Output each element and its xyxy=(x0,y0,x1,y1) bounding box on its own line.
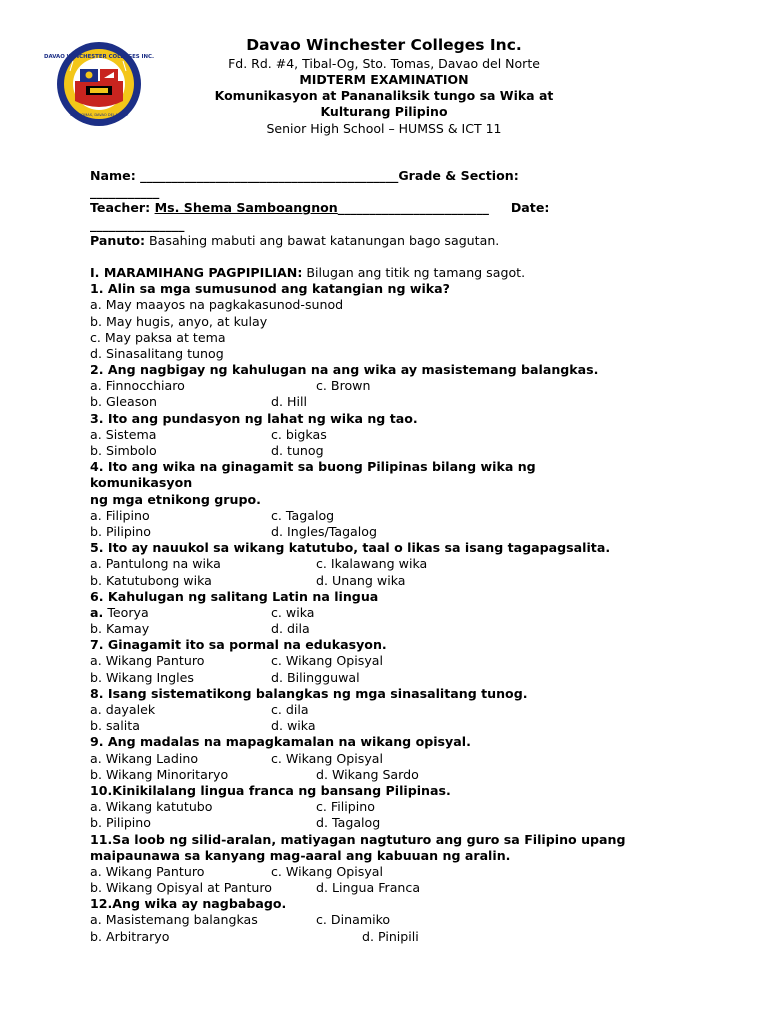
q11-choice-c[interactable]: c. Wikang Opisyal xyxy=(271,863,384,879)
q2-choice-b[interactable]: b. Gleason xyxy=(90,394,157,410)
q10-choice-d[interactable]: d. Tagalog xyxy=(316,815,381,831)
grade-section-blank-row xyxy=(90,184,760,200)
q8-row-2 xyxy=(90,718,760,734)
q4-choice-a[interactable]: a. Filipino xyxy=(90,507,150,523)
q10-row-1 xyxy=(90,799,760,815)
q11-choice-b[interactable]: b. Wikang Opisyal at Panturo xyxy=(90,880,272,896)
q8-row-1 xyxy=(90,702,760,718)
q6-row-1 xyxy=(90,605,760,621)
q5-choice-d[interactable]: d. Unang wika xyxy=(316,572,406,588)
teacher-name: Ms. Shema Samboangnon xyxy=(154,200,338,216)
q7-row-2 xyxy=(90,670,760,686)
q6-choice-a-letter[interactable]: a. xyxy=(90,604,104,620)
q9-row-1 xyxy=(90,751,760,767)
q8-choice-c[interactable]: c. dila xyxy=(271,702,309,717)
grade-section-label: Grade & Section: xyxy=(398,168,519,183)
question-5: 5. Ito ay nauukol sa wikang katutubo, taal o likas sa isang tagapagsalita. xyxy=(90,540,611,556)
teacher-blank-2: ___ xyxy=(470,200,489,216)
q3-choice-b[interactable]: b. Simbolo xyxy=(90,443,157,458)
teacher-label: Teacher: xyxy=(90,200,151,216)
logo-top-text: DAVAO WINCHESTER COLLEGES INC. xyxy=(43,54,155,60)
q5-choice-c[interactable]: c. Ikalawang wika xyxy=(316,556,428,572)
q7-choice-c[interactable]: c. Wikang Opisyal xyxy=(271,653,384,669)
q9-choice-b[interactable]: b. Wikang Minoritaryo xyxy=(90,766,229,782)
question-6: 6. Kahulugan ng salitang Latin na lingua xyxy=(90,588,379,604)
q3-choice-a[interactable]: a. Sistema xyxy=(90,426,157,442)
q2-choice-c[interactable]: c. Brown xyxy=(316,378,371,394)
q11-row-1 xyxy=(90,864,760,880)
q3-row-2 xyxy=(90,443,760,459)
q10-row-2 xyxy=(90,815,760,831)
panuto-text: Basahing mabuti ang bawat katanungan bago sagutan. xyxy=(149,232,500,248)
school-name: Davao Winchester Colleges Inc. xyxy=(246,36,522,54)
q10-choice-c[interactable]: c. Filipino xyxy=(316,799,375,815)
q7-row-1 xyxy=(90,653,760,669)
question-4-line-1: 4. Ito ang wika na ginagamit sa buong Pilipinas bilang wika ng xyxy=(90,459,536,475)
q2-row-1 xyxy=(90,378,760,394)
q4-choice-b[interactable]: b. Pilipino xyxy=(90,523,151,539)
school-address: Fd. Rd. #4, Tibal-Og, Sto. Tomas, Davao del Norte xyxy=(228,56,540,71)
date-blank[interactable]: _______________ xyxy=(90,216,185,232)
grade-level: Senior High School – HUMSS & ICT 11 xyxy=(266,121,502,136)
q4-row-1 xyxy=(90,508,760,524)
q2-choice-d[interactable]: d. Hill xyxy=(271,394,307,410)
q8-choice-b[interactable]: b. salita xyxy=(90,718,140,734)
q4-choice-c[interactable]: c. Tagalog xyxy=(271,507,335,523)
question-7: 7. Ginagamit ito sa pormal na edukasyon. xyxy=(90,637,387,653)
q3-choice-d[interactable]: d. tunog xyxy=(271,443,324,458)
q12-row-2 xyxy=(90,929,760,945)
q6-row-2 xyxy=(90,621,760,637)
q12-choice-c[interactable]: c. Dinamiko xyxy=(316,912,391,928)
q12-choice-b[interactable]: b. Arbitraryo xyxy=(90,928,170,944)
question-8: 8. Isang sistematikong balangkas ng mga sinasalitang tunog. xyxy=(90,685,528,701)
panuto-row xyxy=(90,233,760,249)
q9-choice-c[interactable]: c. Wikang Opisyal xyxy=(271,750,384,766)
q8-choice-d[interactable]: d. wika xyxy=(271,718,316,734)
q5-choice-b[interactable]: b. Katutubong wika xyxy=(90,572,212,588)
q6-choice-d[interactable]: d. dila xyxy=(271,621,310,637)
q7-choice-b[interactable]: b. Wikang Ingles xyxy=(90,669,194,685)
q5-row-1 xyxy=(90,556,760,572)
q6-choice-b[interactable]: b. Kamay xyxy=(90,621,150,637)
q1-choice-a[interactable]: a. May maayos na pagkakasunod-sunod xyxy=(90,297,344,313)
question-11-line-2: maipaunawa sa kanyang mag-aaral ang kabuuan ng aralin. xyxy=(90,847,511,863)
q10-choice-a[interactable]: a. Wikang katutubo xyxy=(90,799,213,815)
date-blank-row xyxy=(90,217,760,233)
question-11-line-1: 11.Sa loob ng silid-aralan, matiyagan nagtuturo ang guro sa Filipino upang xyxy=(90,831,626,847)
q9-row-2 xyxy=(90,767,760,783)
q12-choice-d[interactable]: d. Pinipili xyxy=(362,928,419,944)
q1-choice-b[interactable]: b. May hugis, anyo, at kulay xyxy=(90,313,268,329)
question-3: 3. Ito ang pundasyon ng lahat ng wika ng tao. xyxy=(90,410,418,426)
q11-choice-d[interactable]: d. Lingua Franca xyxy=(316,880,421,896)
q6-choice-a[interactable]: Teorya xyxy=(107,604,149,620)
q9-choice-d[interactable]: d. Wikang Sardo xyxy=(316,766,419,782)
q3-choice-c[interactable]: c. bigkas xyxy=(271,426,327,442)
question-10: 10.Kinikilalang lingua franca ng bansang Pilipinas. xyxy=(90,782,451,798)
q10-choice-b[interactable]: b. Pilipino xyxy=(90,815,151,831)
teacher-row xyxy=(90,200,760,216)
date-label: Date: xyxy=(510,200,550,216)
question-12: 12.Ang wika ay nagbabago. xyxy=(90,896,287,912)
q7-choice-d[interactable]: d. Bilingguwal xyxy=(271,669,360,685)
question-9: 9. Ang madalas na mapagkamalan na wikang opisyal. xyxy=(90,734,471,750)
q5-choice-a[interactable]: a. Pantulong na wika xyxy=(90,556,221,572)
exam-body xyxy=(90,168,760,945)
q4-choice-d[interactable]: d. Ingles/Tagalog xyxy=(271,523,377,539)
section-instruction: Bilugan ang titik ng tamang sagot. xyxy=(306,264,526,280)
q9-choice-a[interactable]: a. Wikang Ladino xyxy=(90,750,199,766)
q1-choice-c[interactable]: c. May paksa at tema xyxy=(90,329,226,345)
name-row xyxy=(90,168,760,184)
q7-choice-a[interactable]: a. Wikang Panturo xyxy=(90,653,205,669)
q11-row-2 xyxy=(90,880,760,896)
teacher-blank: _____________________ xyxy=(337,200,471,216)
q12-row-1 xyxy=(90,912,760,928)
q2-row-2 xyxy=(90,394,760,410)
question-4-line-2: komunikasyon xyxy=(90,475,193,491)
question-4-line-3: ng mga etnikong grupo. xyxy=(90,491,261,507)
q4-row-2 xyxy=(90,524,760,540)
q2-choice-a[interactable]: a. Finnocchiaro xyxy=(90,378,185,394)
name-label: Name: xyxy=(90,168,136,183)
name-blank[interactable]: _________________________________________ xyxy=(140,168,399,183)
q11-choice-a[interactable]: a. Wikang Panturo xyxy=(90,863,205,879)
q5-row-2 xyxy=(90,573,760,589)
q8-choice-a[interactable]: a. dayalek xyxy=(90,702,156,717)
question-2: 2. Ang nagbigay ng kahulugan na ang wika ay masistemang balangkas. xyxy=(90,362,599,378)
q6-choice-c[interactable]: c. wika xyxy=(271,604,315,620)
panuto-label: Panuto: xyxy=(90,232,146,248)
logo-bottom-text: STO. TOMAS, DAVAO DEL NORTE xyxy=(69,113,129,117)
subject-title-line2: Kulturang Pilipino xyxy=(320,104,448,119)
question-1: 1. Alin sa mga sumusunod ang katangian ng wika? xyxy=(90,281,450,297)
section-heading xyxy=(90,265,760,281)
subject-title-line1: Komunikasyon at Pananaliksik tungo sa Wika at xyxy=(214,88,554,103)
grade-section-blank[interactable]: ___________ xyxy=(90,184,160,200)
q3-row-1 xyxy=(90,427,760,443)
exam-title: MIDTERM EXAMINATION xyxy=(299,72,469,87)
q1-choice-d[interactable]: d. Sinasalitang tunog xyxy=(90,345,224,361)
section-title: I. MARAMIHANG PAGPIPILIAN: xyxy=(90,264,303,280)
q12-choice-a[interactable]: a. Masistemang balangkas xyxy=(90,912,258,928)
